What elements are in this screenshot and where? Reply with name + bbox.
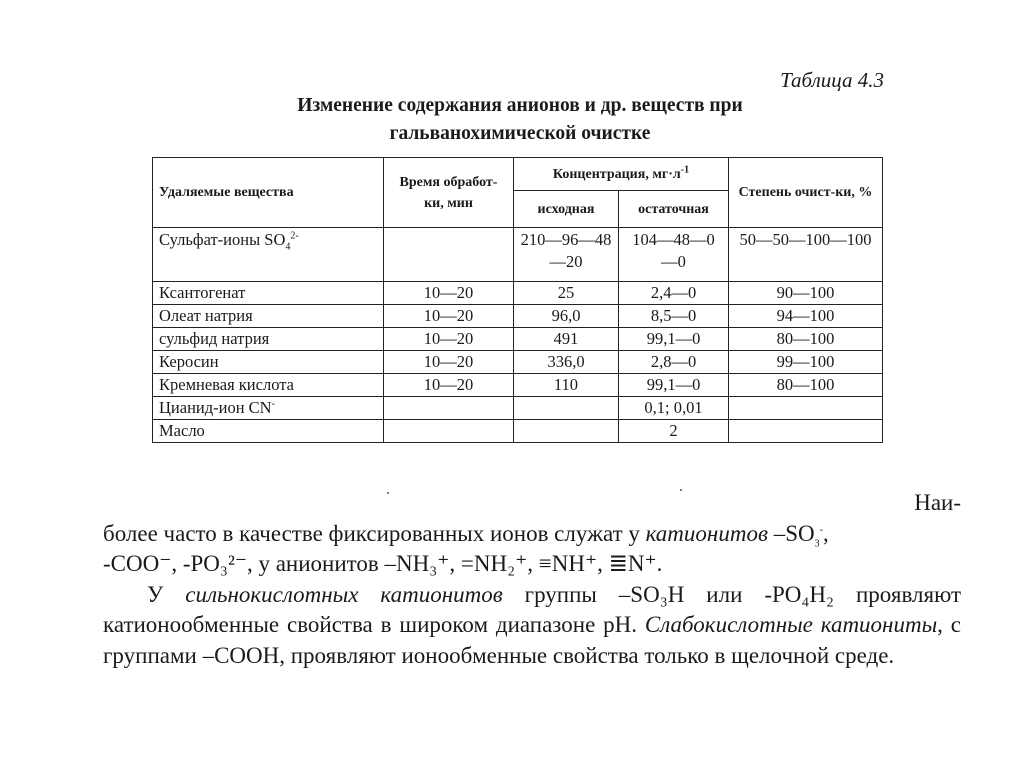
body-paragraph-2 <box>103 580 961 672</box>
cell-degree: 94—100 <box>729 305 883 328</box>
paragraph-2-text-a: У <box>147 581 186 607</box>
paragraph-1-text-a: более часто в качестве фиксированных ионов служат у <box>103 520 646 546</box>
cell-time: 10—20 <box>384 305 514 328</box>
table-row <box>153 305 883 328</box>
cell-residual: 0,1; 0,01 <box>619 397 729 420</box>
cell-time: 10—20 <box>384 351 514 374</box>
header-time <box>384 158 514 228</box>
cell-degree: 99—100 <box>729 351 883 374</box>
data-table <box>152 157 883 443</box>
table-row <box>153 397 883 420</box>
cell-initial <box>514 420 619 443</box>
table-row <box>153 351 883 374</box>
substance-text: Цианид-ион CN <box>159 398 272 417</box>
cell-substance: сульфид натрия <box>153 328 384 351</box>
header-concentration-text: Концентрация, мг·л <box>552 166 681 182</box>
header-concentration <box>514 158 729 191</box>
cell-substance: Олеат натрия <box>153 305 384 328</box>
cell-degree: 80—100 <box>729 328 883 351</box>
table-title-line2: гальванохимической очистке <box>389 123 651 144</box>
cell-time: 10—20 <box>384 282 514 305</box>
substance-sup: 2- <box>290 230 299 242</box>
header-degree-text: Степень очист-ки, % <box>738 185 873 200</box>
table-title <box>200 92 840 148</box>
header-time-text: Время обработ-ки, мин <box>399 174 498 211</box>
paragraph-1-sub: 3 <box>814 538 820 550</box>
cell-initial: 336,0 <box>514 351 619 374</box>
cell-time <box>384 228 514 282</box>
paragraph-1-italic: катионитов <box>645 520 768 546</box>
table-title-line1: Изменение содержания анионов и др. веществ при <box>297 95 743 116</box>
cell-residual: 2,4—0 <box>619 282 729 305</box>
table-row <box>153 228 883 282</box>
cell-degree <box>729 397 883 420</box>
cell-initial: 491 <box>514 328 619 351</box>
paragraph-1-sup: - <box>819 523 823 535</box>
cell-degree <box>729 420 883 443</box>
header-degree <box>729 158 883 228</box>
cell-time <box>384 420 514 443</box>
table-row <box>153 420 883 443</box>
substance-sup: - <box>271 398 275 410</box>
paragraph-1-text-b: –SO <box>767 520 815 546</box>
cell-substance: Ксантогенат <box>153 282 384 305</box>
cell-substance: Масло <box>153 420 384 443</box>
table-caption: Таблица 4.3 <box>780 68 884 92</box>
paragraph-2-text-c: , с группами –COOH, проявляют ионообменные свойства только в щелочной среде. <box>103 612 961 668</box>
cell-time <box>384 397 514 420</box>
substance-sub: 4 <box>285 241 291 253</box>
body-paragraph-1: Наи- более часто в качестве фиксированных ионов служат у катионитов $-SO_3^-$, -COO⁻, -PO₃²⁻, у анионитов –NH₃⁺, =NH₂⁺, ≡NH⁺, ≣N⁺. У сильнокислотных катионитов группы –SO₃H или -PO₄H₂ проявляют катионообменные свойства в широком диапазоне pH. Слабокислотные катиониты, с группами –COOH, проявляют ионообменные свойства только в щелочной среде. <box>103 488 961 671</box>
paragraph-1-start: Наи- <box>914 490 961 515</box>
table-row <box>153 374 883 397</box>
header-residual: остаточная <box>619 191 729 228</box>
cell-residual: 8,5—0 <box>619 305 729 328</box>
cell-residual: 2 <box>619 420 729 443</box>
cell-initial <box>514 397 619 420</box>
cell-substance: Кремневая кислота <box>153 374 384 397</box>
cell-degree: 50—50—100—100 <box>729 228 883 282</box>
paragraph-2-text-b: группы –SO₃H или -PO₄H₂ проявляют катионообменные свойства в широком диапазоне pH. <box>103 581 961 637</box>
paragraph-2-italic-1: сильнокислотных катионитов <box>185 581 503 607</box>
paragraph-2-italic-2: Слабокислотные катиониты <box>644 612 938 637</box>
header-substance: Удаляемые вещества <box>153 158 384 228</box>
substance-text: Сульфат-ионы SO <box>159 230 286 249</box>
header-concentration-sup: -1 <box>680 163 690 175</box>
cell-time: 10—20 <box>384 328 514 351</box>
cell-initial: 25 <box>514 282 619 305</box>
cell-residual: 104—48—0—0 <box>619 228 729 282</box>
cell-time: 10—20 <box>384 374 514 397</box>
cell-initial: 110 <box>514 374 619 397</box>
table-row <box>153 282 883 305</box>
cell-substance <box>153 228 384 282</box>
cell-substance <box>153 397 384 420</box>
cell-residual: 99,1—0 <box>619 374 729 397</box>
cell-degree: 90—100 <box>729 282 883 305</box>
cell-residual: 99,1—0 <box>619 328 729 351</box>
cell-initial: 210—96—48—20 <box>514 228 619 282</box>
cell-substance: Керосин <box>153 351 384 374</box>
header-initial: исходная <box>514 191 619 228</box>
cell-initial: 96,0 <box>514 305 619 328</box>
cell-degree: 80—100 <box>729 374 883 397</box>
table-row <box>153 328 883 351</box>
cell-residual: 2,8—0 <box>619 351 729 374</box>
header-row <box>153 158 883 191</box>
paragraph-1-line3: -COO⁻, -PO₃²⁻, у анионитов –NH₃⁺, =NH₂⁺, ≡NH⁺, ≣N⁺. <box>103 551 663 576</box>
